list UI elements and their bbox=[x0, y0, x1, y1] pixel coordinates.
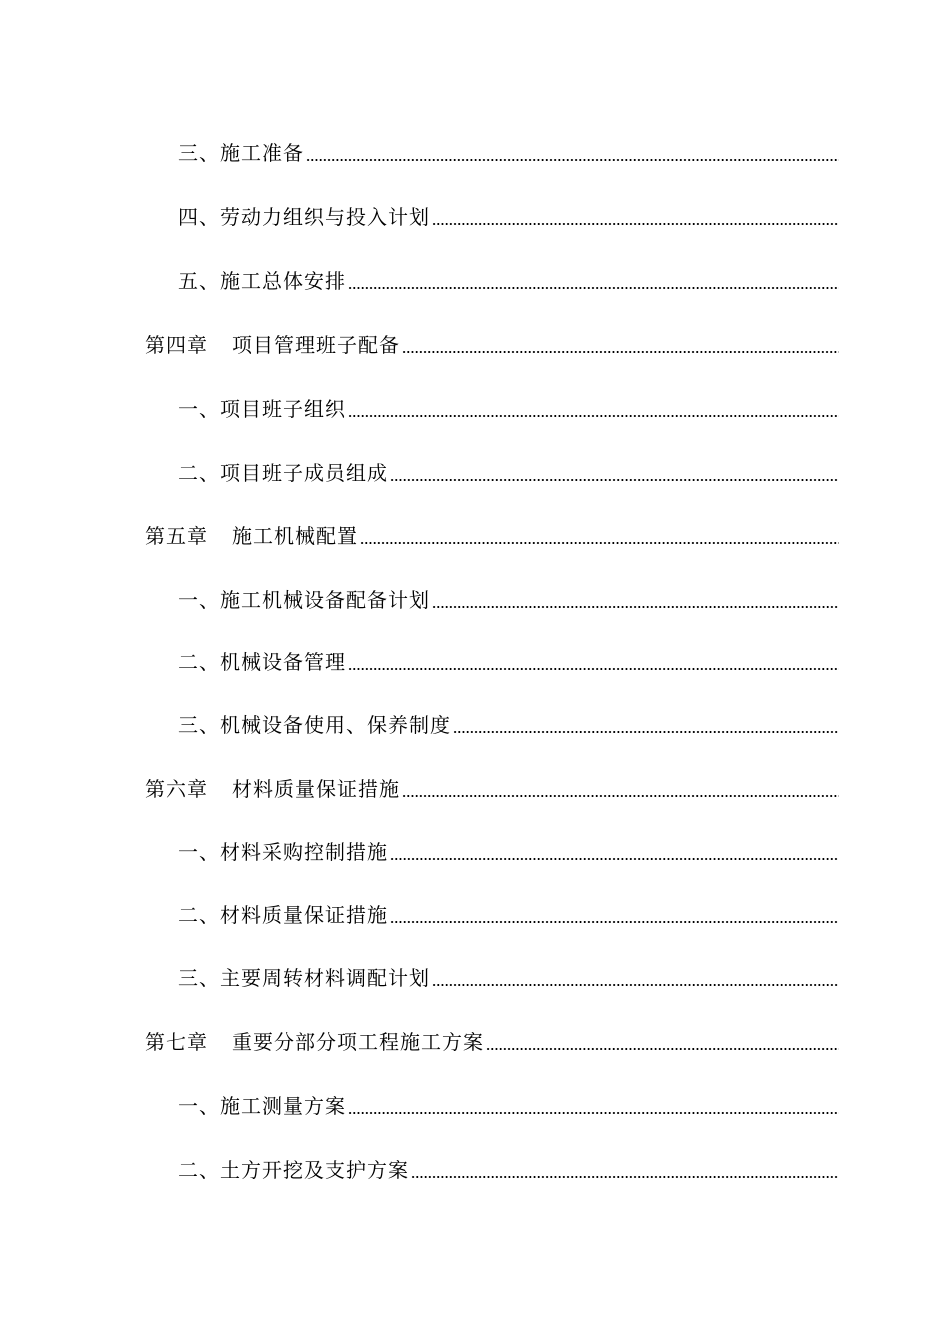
toc-chapter-title: 施工机械配置 bbox=[232, 524, 358, 548]
toc-chapter-entry[interactable] bbox=[145, 518, 839, 548]
dot-leader bbox=[402, 794, 839, 798]
toc-entry[interactable] bbox=[178, 582, 839, 612]
toc-entry-title: 一、项目班子组织 bbox=[178, 397, 346, 421]
toc-chapter-title: 重要分部分项工程施工方案 bbox=[232, 1030, 484, 1054]
toc-entry[interactable] bbox=[178, 455, 839, 485]
dot-leader bbox=[486, 1047, 839, 1051]
toc-chapter-title: 材料质量保证措施 bbox=[232, 777, 400, 801]
dot-leader bbox=[390, 857, 839, 861]
dot-leader bbox=[432, 605, 839, 609]
toc-entry[interactable] bbox=[178, 263, 839, 293]
toc-entry-title: 二、材料质量保证措施 bbox=[178, 903, 388, 927]
toc-entry[interactable] bbox=[178, 960, 839, 990]
toc-entry-title: 一、施工测量方案 bbox=[178, 1094, 346, 1118]
toc-chapter-number: 第五章 bbox=[145, 524, 208, 548]
toc-chapter-number: 第六章 bbox=[145, 777, 208, 801]
toc-entry-title: 三、施工准备 bbox=[178, 141, 304, 165]
toc-chapter-title: 项目管理班子配备 bbox=[232, 333, 400, 357]
toc-entry[interactable] bbox=[178, 1152, 839, 1182]
toc-entry[interactable] bbox=[178, 391, 839, 421]
toc-entry[interactable] bbox=[178, 834, 839, 864]
toc-entry[interactable] bbox=[178, 135, 839, 165]
toc-entry-title: 三、主要周转材料调配计划 bbox=[178, 966, 430, 990]
toc-entry-title: 二、机械设备管理 bbox=[178, 650, 346, 674]
toc-chapter-number: 第四章 bbox=[145, 333, 208, 357]
toc-entry[interactable] bbox=[178, 1088, 839, 1118]
dot-leader bbox=[348, 667, 839, 671]
toc-chapter-entry[interactable] bbox=[145, 771, 839, 801]
dot-leader bbox=[432, 983, 839, 987]
dot-leader bbox=[348, 414, 839, 418]
dot-leader bbox=[348, 286, 839, 290]
dot-leader bbox=[348, 1111, 839, 1115]
toc-chapter-entry[interactable] bbox=[145, 1024, 839, 1054]
dot-leader bbox=[402, 350, 839, 354]
toc-entry-title: 一、施工机械设备配备计划 bbox=[178, 588, 430, 612]
toc-chapter-entry[interactable] bbox=[145, 327, 839, 357]
dot-leader bbox=[390, 920, 839, 924]
dot-leader bbox=[411, 1175, 839, 1179]
toc-entry-title: 一、材料采购控制措施 bbox=[178, 840, 388, 864]
toc-entry-title: 四、劳动力组织与投入计划 bbox=[178, 205, 430, 229]
toc-entry-title: 五、施工总体安排 bbox=[178, 269, 346, 293]
dot-leader bbox=[360, 541, 839, 545]
dot-leader bbox=[390, 478, 839, 482]
dot-leader bbox=[453, 730, 839, 734]
toc-entry-title: 三、机械设备使用、保养制度 bbox=[178, 713, 451, 737]
toc-entry-title: 二、土方开挖及支护方案 bbox=[178, 1158, 409, 1182]
dot-leader bbox=[432, 222, 839, 226]
toc-entry-title: 二、项目班子成员组成 bbox=[178, 461, 388, 485]
toc-chapter-number: 第七章 bbox=[145, 1030, 208, 1054]
toc-entry[interactable] bbox=[178, 707, 839, 737]
dot-leader bbox=[306, 158, 839, 162]
toc-entry[interactable] bbox=[178, 897, 839, 927]
toc-entry[interactable] bbox=[178, 644, 839, 674]
toc-entry[interactable] bbox=[178, 199, 839, 229]
